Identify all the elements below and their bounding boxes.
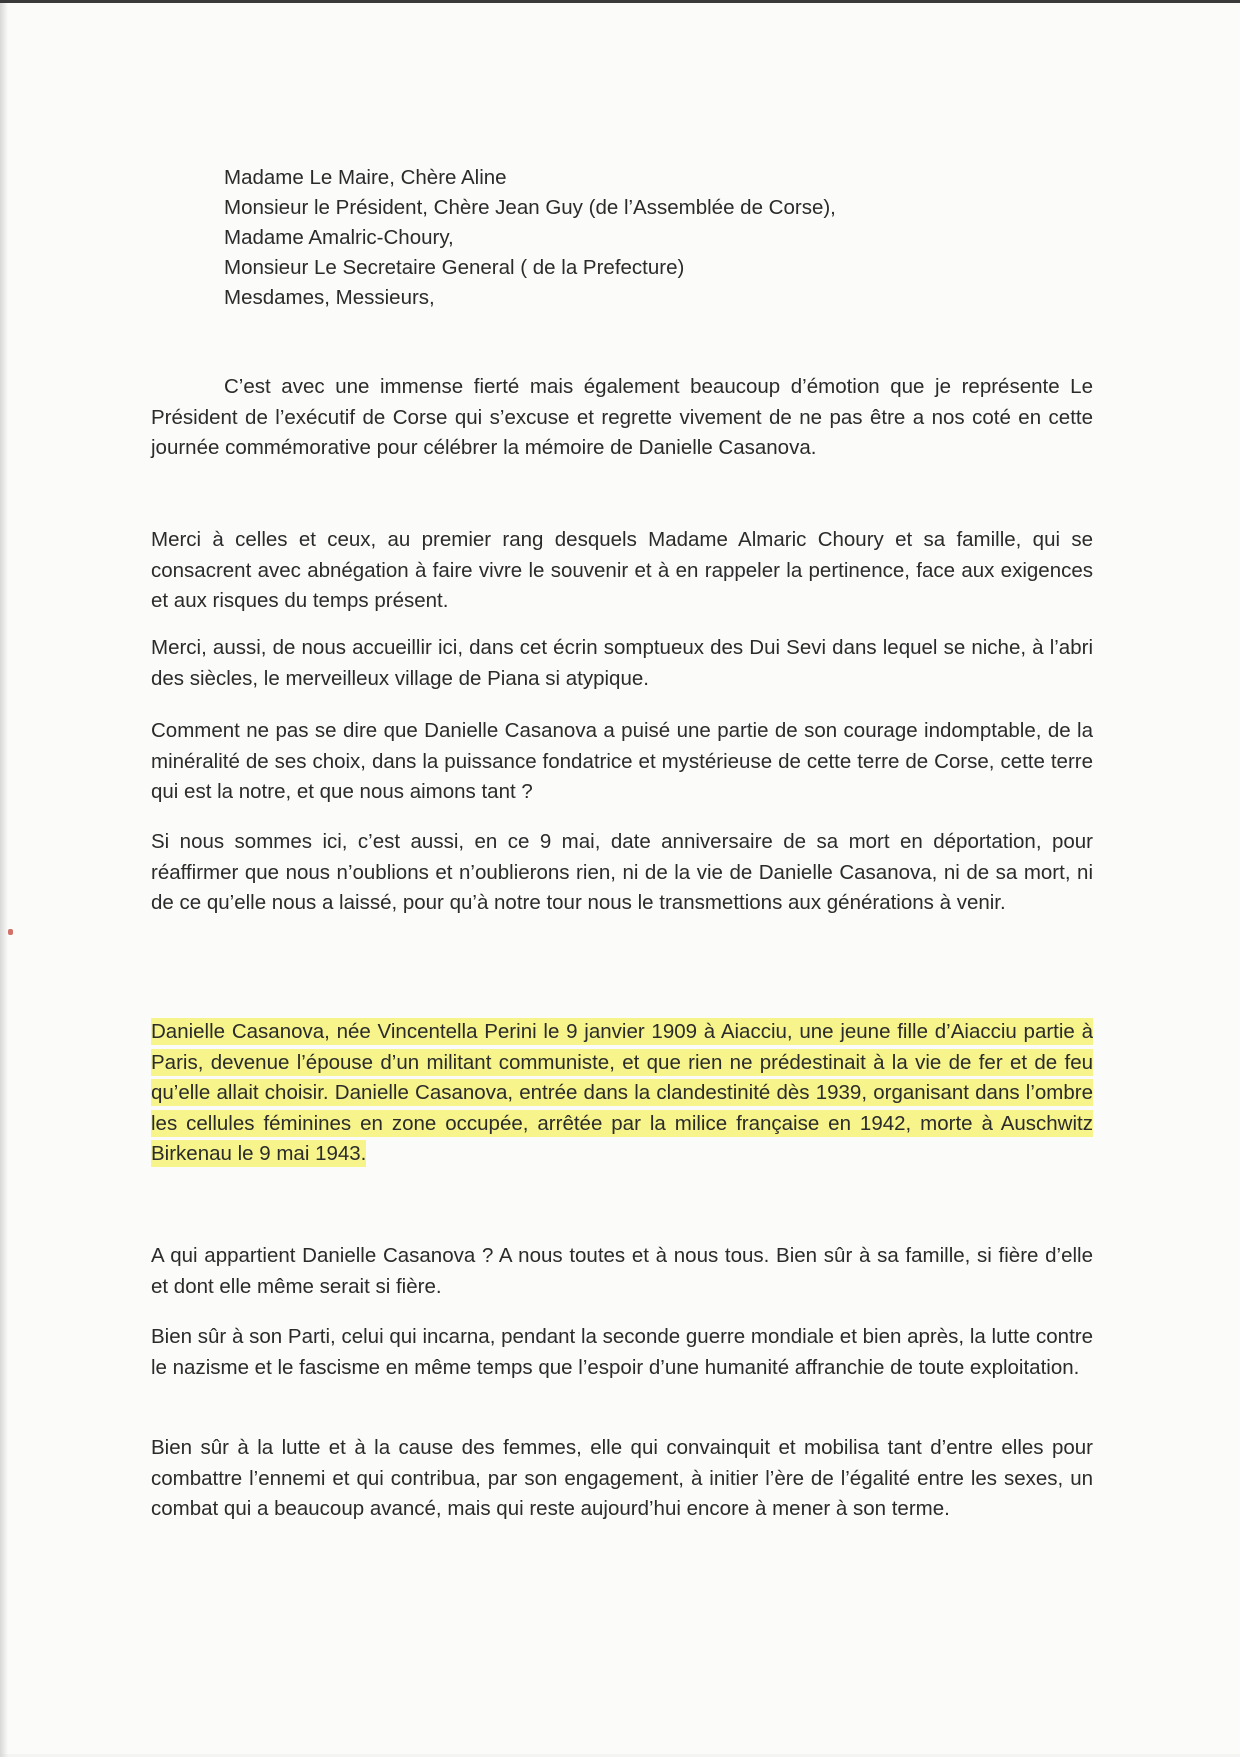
- paragraph-text: C’est avec une immense fierté mais également beaucoup d’émotion que je représente Le Président de l’exécutif de Corse qui s’excuse et regrette vivement de ne pas être a nos coté en cette journée commémorative pour célébrer la mémoire de Danielle Casanova.: [151, 375, 1093, 459]
- paragraph-women: [151, 1433, 1093, 1525]
- scan-edge-shadow: [0, 3, 8, 1757]
- paragraph-text: Bien sûr à la lutte et à la cause des femmes, elle qui convainquit et mobilisa tant d’entre elles pour combattre l’ennemi et qui contribua, par son engagement, à initier l’ère de l’égalité entre les sexes, un combat qui a beaucoup avancé, mais qui reste aujourd’hui encore à mener à son terme.: [151, 1436, 1093, 1520]
- paragraph-welcome: [151, 633, 1093, 694]
- paragraph-text: Bien sûr à son Parti, celui qui incarna, pendant la seconde guerre mondiale et bien après, la lutte contre le nazisme et le fascisme en même temps que l’espoir d’une humanité affranchie de toute exploitation.: [151, 1325, 1093, 1379]
- salutation-line: Madame Le Maire, Chère Aline: [224, 166, 507, 189]
- paragraph-biography: [151, 1017, 1093, 1170]
- salutation-line: Monsieur Le Secretaire General ( de la Prefecture): [224, 256, 685, 279]
- paragraph-belonging: [151, 1241, 1093, 1302]
- paragraph-courage: [151, 716, 1093, 808]
- salutation-line: Mesdames, Messieurs,: [224, 286, 435, 309]
- scan-mark: [8, 929, 13, 935]
- paragraph-text: Comment ne pas se dire que Danielle Casanova a puisé une partie de son courage indomptable, de la minéralité de ses choix, dans la puissance fondatrice et mystérieuse de cette terre de Corse, cette terre qui est la notre, et que nous aimons tant ?: [151, 719, 1093, 803]
- salutation-line: Monsieur le Président, Chère Jean Guy (de l’Assemblée de Corse),: [224, 196, 836, 219]
- paragraph-party: [151, 1322, 1093, 1383]
- salutation-block: [224, 163, 836, 313]
- paragraph-text: Si nous sommes ici, c’est aussi, en ce 9 mai, date anniversaire de sa mort en déportation, pour réaffirmer que nous n’oublions et n’oublierons rien, ni de la vie de Danielle Casanova, ni de sa mort, ni de ce qu’elle nous a laissé, pour qu’à notre tour nous le transmettions aux générations à venir.: [151, 830, 1093, 914]
- highlighted-biography-text: Danielle Casanova, née Vincentella Perini le 9 janvier 1909 à Aiacciu, une jeune fille d’Aiacciu partie à Paris, devenue l’épouse d’un militant communiste, et que rien ne prédestinait à la vie de fer et de feu qu’elle allait choisir. Danielle Casanova, entrée dans la clandestinité dès 1939, organisant dans l’ombre les cellules féminines en zone occupée, arrêtée par la milice française en 1942, morte à Auschwitz Birkenau le 9 mai 1943.: [151, 1020, 1093, 1165]
- paragraph-intro: [151, 372, 1093, 464]
- paragraph-text: Merci à celles et ceux, au premier rang desquels Madame Almaric Choury et sa famille, qui se consacrent avec abnégation à faire vivre le souvenir et à en rappeler la pertinence, face aux exigences et aux risques du temps présent.: [151, 528, 1093, 612]
- paragraph-text: Merci, aussi, de nous accueillir ici, dans cet écrin somptueux des Dui Sevi dans lequel se niche, à l’abri des siècles, le merveilleux village de Piana si atypique.: [151, 636, 1093, 690]
- salutation-line: Madame Amalric-Choury,: [224, 226, 454, 249]
- paragraph-thanks: [151, 525, 1093, 617]
- paragraph-text: A qui appartient Danielle Casanova ? A nous toutes et à nous tous. Bien sûr à sa famille, si fière d’elle et dont elle même serait si fière.: [151, 1244, 1093, 1298]
- paragraph-remembrance: [151, 827, 1093, 919]
